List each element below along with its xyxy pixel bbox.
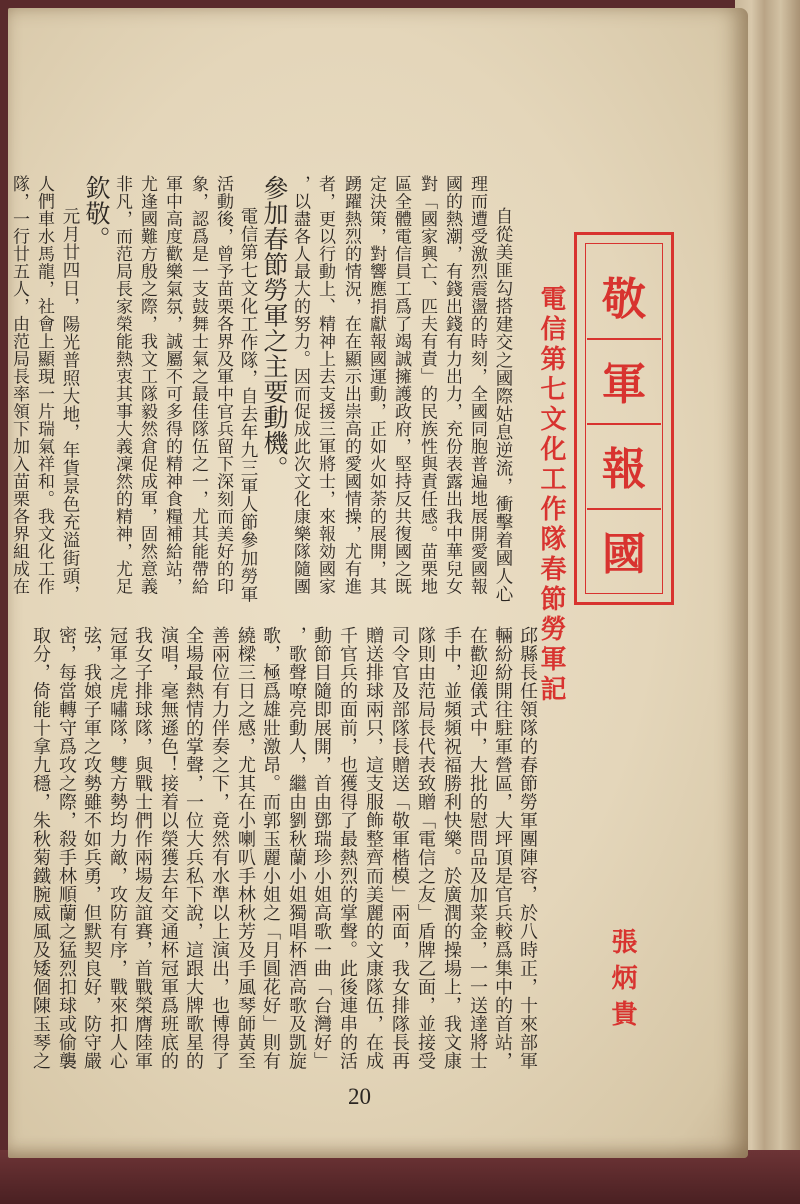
text-column: 善兩位有力伴奏之下，竟然有水準以上演出，也博得了 [209,626,230,1070]
text-column: 非凡，而范局長家榮能熱衷其事大義凜然的精神，尤足 [112,175,132,595]
stamp-char-1: 敬 [602,274,646,325]
text-column: 國的熱潮，有錢出錢有力出力，充份表露出我中華兒女 [442,175,462,595]
text-column: ，以盡各人最大的努力。因而促成此次文化康樂隊隨團 [290,175,310,595]
text-column: 元月廿四日，陽光普照大地，年貨景色充溢街頭， [60,207,80,603]
text-column: 千官兵的面前，也獲得了最熱烈的掌聲。此後連串的活 [337,626,358,1070]
author-name: 張炳貴 [607,928,637,1036]
text-column: 弦，我娘子軍之攻勢雖不如兵勇，但默契良好，防守嚴 [81,626,102,1070]
text-column: 我女子排球隊，與戰士們作兩場友誼賽，首戰榮膺陸軍 [132,626,153,1070]
text-column: 電信第七文化工作隊，自去年九三軍人節參加勞軍 [238,207,258,603]
text-column: 繞樑三日之感，尤其在小喇叭手林秋芳及手風琴師黃至 [235,626,256,1070]
text-column: 參加春節勞軍之主要動機。 [260,175,289,481]
text-column: 邱縣長任領隊的春節勞軍團陣容，於八時正，十來部軍 [517,626,538,1070]
stamp-char-2: 軍 [602,359,646,410]
text-column: 對「國家興亡、匹夫有責」的民族性與責任感。苗栗地 [417,175,437,595]
text-column: 輛紛紛開往駐軍營區，大坪頂是官兵較爲集中的首站， [492,626,513,1070]
text-column: 手中，並頻頻祝福勝利快樂。於廣潤的操場上，我文康 [441,626,462,1070]
text-column: 隊則由范局長代表致贈「電信之友」盾牌乙面，並接受 [415,626,436,1070]
stamp-char-3: 報 [602,444,646,495]
text-column: 理而遭受激烈震盪的時刻，全國同胞普遍地展開愛國報 [467,175,487,595]
text-column: 尤逢國難方殷之際，我文工隊毅然倉促成軍，固然意義 [137,175,157,595]
text-column: 人們車水馬龍，社會上顯現一片瑞氣祥和。我文化工作 [34,175,54,595]
text-column: 隊，一行廿五人，由范局長率領下加入苗栗各界組成在 [9,175,29,595]
stamp-char-4: 國 [602,529,646,580]
text-column: 動節目隨即展開，首由鄧瑞珍小姐高歌一曲「台灣好」 [311,626,332,1070]
text-column: 欽敬。 [82,175,111,252]
text-column: ，歌聲嘹亮動人，繼由劉秋蘭小姐獨唱杯酒高歌及凱旋 [286,626,307,1070]
text-column: 踴躍熱烈的情況，在在顯示出崇高的愛國情操，尤有進 [341,175,361,595]
text-column: 區全體電信員工爲了竭誠擁護政府，堅持反共復國之既 [391,175,411,595]
text-column: 歌，極爲雄壯激昂。而郭玉麗小姐之「月圓花好」則有 [260,626,281,1070]
text-column: 贈送排球兩只，這支服飾整齊而美麗的文康隊伍，在成 [363,626,384,1070]
text-column: 軍中高度歡樂氣氛，誠屬不可多得的精神食糧補給站， [162,175,182,595]
text-column: 冠軍之虎嘯隊，雙方勢均力敵，攻防有序，戰來扣人心 [107,626,128,1070]
text-column: 司令官及部隊長贈送「敬軍楷模」兩面，我女排隊長再 [389,626,410,1070]
text-column: 活動後，曾予苗栗各界及軍中官兵留下深刻而美好的印 [213,175,233,595]
article-subtitle: 電信第七文化工作隊春節勞軍記 [536,285,566,705]
page-number: 20 [348,1084,371,1109]
text-column: 象，認爲是一支鼓舞士氣之最佳隊伍之一，尤其能帶給 [188,175,208,595]
text-column: 全場最熱情的掌聲，一位大兵私下說，這跟大牌歌星的 [183,626,204,1070]
text-column: 定決策，對響應捐獻報國運動，正如火如荼的展開，其 [366,175,386,595]
title-stamp [574,232,674,605]
text-column: 自從美匪勾搭建交之國際姑息逆流，衝擊着國人心 [493,207,513,603]
book-cover-bottom [0,1150,800,1204]
text-column: 密，每當轉守爲攻之際，殺手林順蘭之猛烈扣球或偷襲 [56,626,77,1070]
text-column: 者，更以行動上、精神上去支援三軍將士，來報効國家 [315,175,335,595]
text-column: 在歡迎儀式中，大批的慰問品及加菜金，一一送達將士 [467,626,488,1070]
text-column: 取分，倚能十拿九穩，朱秋菊鐵腕威風及矮個陳玉琴之 [30,626,51,1070]
text-column: 演唱，毫無遜色！接着以榮獲去年交通杯冠軍爲班底的 [158,626,179,1070]
